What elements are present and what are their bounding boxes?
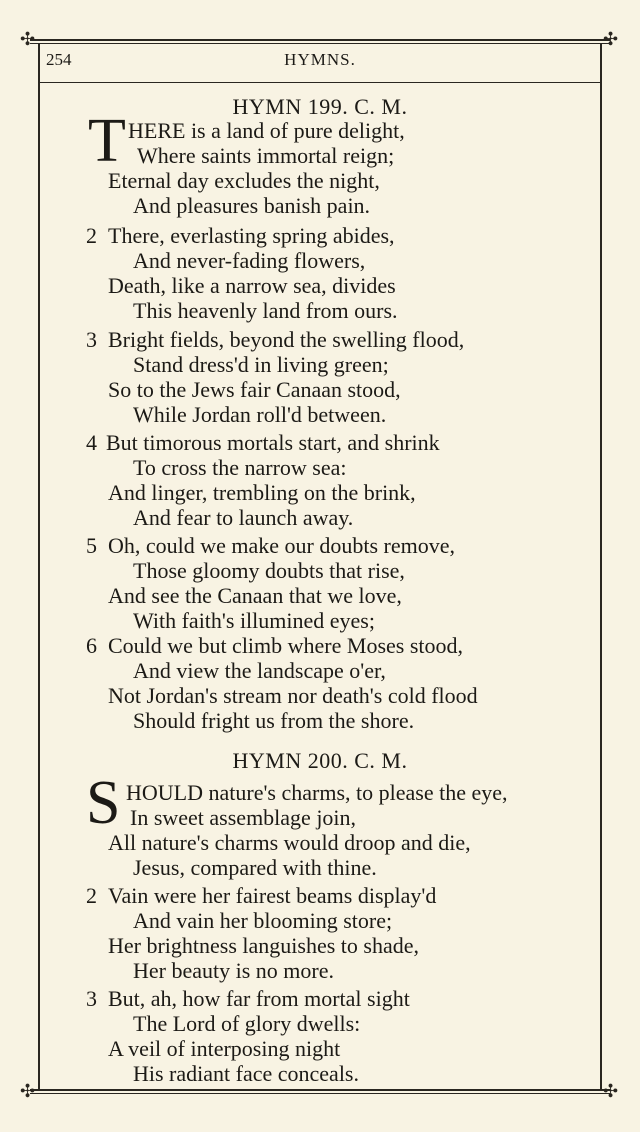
bottom-border-rule [30,1089,610,1091]
corner-ornament-icon: ✣ [20,1081,36,1101]
hymn-line: But, ah, how far from mortal sight [108,986,410,1011]
hymn-line: But timorous mortals start, and shrink [106,430,440,455]
hymn-line: Death, like a narrow sea, divides [108,273,396,298]
hymn-line: And view the landscape o'er, [133,658,386,683]
hymn-line: His radiant face conceals. [133,1061,359,1086]
hymn-line: Oh, could we make our doubts remove, [108,533,456,558]
hymn-line: The Lord of glory dwells: [133,1011,361,1036]
top-border-inner-rule [30,43,610,44]
stanza-number: 3 [86,986,97,1011]
hymn-title: HYMN 200. C. M. [232,748,408,773]
drop-cap: T [88,107,126,175]
hymn-line: HOULD nature's charms, to please the eye, [126,780,508,805]
top-border-rule [30,39,610,41]
stanza-number: 4 [86,430,97,455]
hymn-line: And linger, trembling on the brink, [108,480,416,505]
hymn-title: HYMN 199. C. M. [232,94,408,119]
hymn-line: Her beauty is no more. [133,958,334,983]
stanza-number: 2 [86,883,97,908]
corner-ornament-icon: ✣ [603,1081,619,1101]
hymn-line: This heavenly land from ours. [133,298,398,323]
left-border-rule [38,43,40,1089]
hymn-line: Vain were her fairest beams display'd [108,883,437,908]
hymn-line: While Jordan roll'd between. [133,402,387,427]
hymn-line: Should fright us from the shore. [133,708,415,733]
stanza-number: 6 [86,633,97,658]
hymn-line: Her brightness languishes to shade, [108,933,419,958]
corner-ornament-icon: ✣ [20,29,36,49]
right-border-rule [600,43,602,1089]
stanza-number: 2 [86,223,97,248]
hymn-line: Could we but climb where Moses stood, [108,633,464,658]
header-rule [40,82,600,83]
hymn-line: There, everlasting spring abides, [108,223,395,248]
page-header [40,50,600,74]
hymn-line: Where saints immortal reign; [137,143,395,168]
hymn-line: Eternal day excludes the night, [108,168,380,193]
stanza-number: 3 [86,327,97,352]
hymn-line: Jesus, compared with thine. [133,855,377,880]
running-head: HYMNS. [284,50,356,69]
hymn-line: And vain her blooming store; [133,908,393,933]
hymn-line: HERE is a land of pure delight, [128,118,405,143]
hymn-line: Stand dress'd in living green; [133,352,389,377]
hymn-line: Not Jordan's stream nor death's cold flood [108,683,478,708]
hymn-line: In sweet assemblage join, [130,805,357,830]
drop-cap: S [86,769,121,837]
hymn-line: With faith's illumined eyes; [133,608,375,633]
bottom-border-inner-rule [30,1093,610,1094]
hymn-line: And fear to launch away. [133,505,354,530]
hymn-line: And see the Canaan that we love, [108,583,402,608]
hymn-line: A veil of interposing night [108,1036,341,1061]
hymn-line: Bright fields, beyond the swelling flood, [108,327,465,352]
page-number: 254 [46,50,72,69]
hymn-line: So to the Jews fair Canaan stood, [108,377,401,402]
hymn-line: All nature's charms would droop and die, [108,830,471,855]
corner-ornament-icon: ✣ [603,29,619,49]
hymn-line: And pleasures banish pain. [133,193,371,218]
hymn-line: To cross the narrow sea: [133,455,347,480]
hymn-line: Those gloomy doubts that rise, [133,558,405,583]
stanza-number: 5 [86,533,97,558]
hymn-line: And never-fading flowers, [133,248,366,273]
